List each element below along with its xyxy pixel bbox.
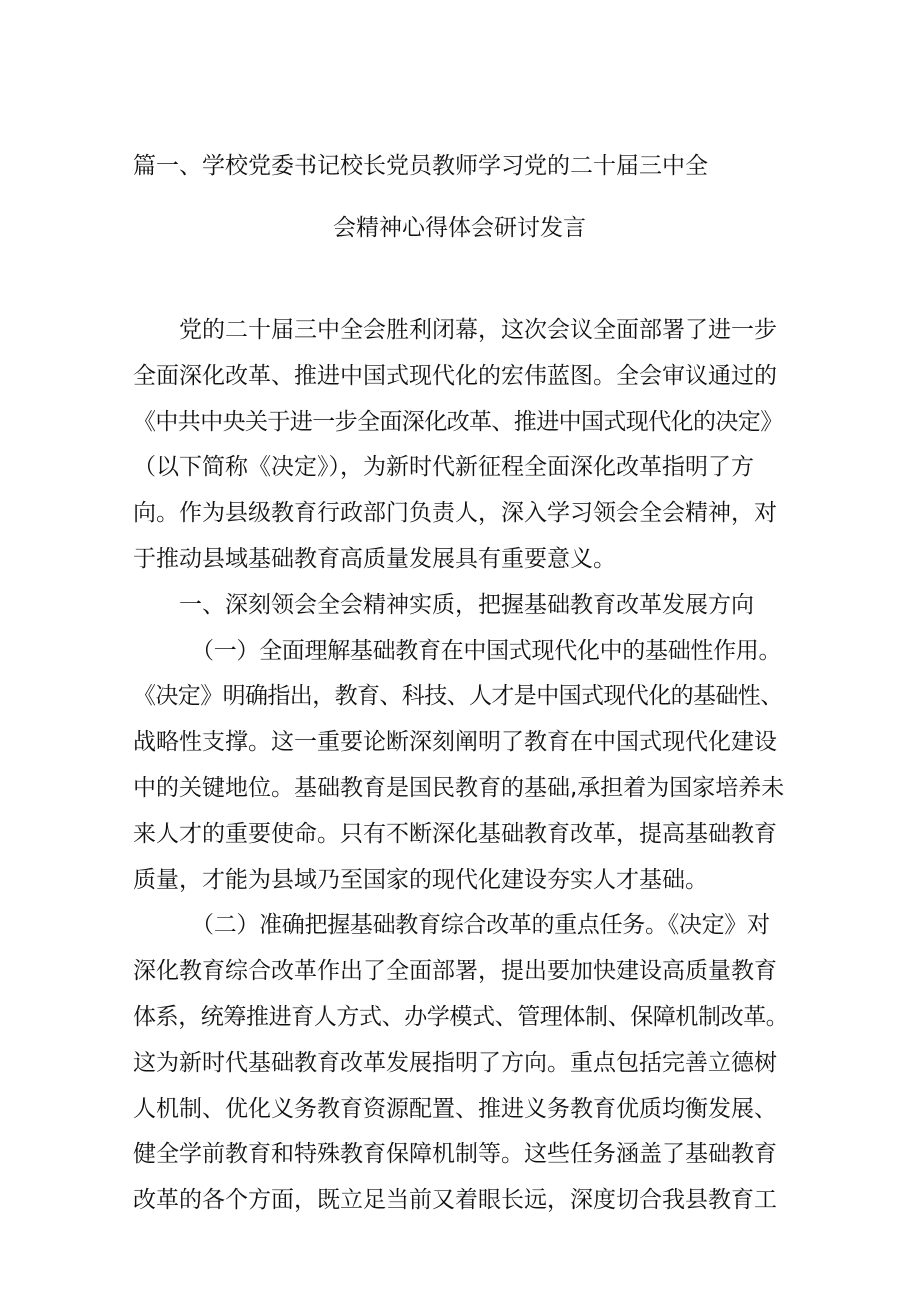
body-line: 战略性支撑。这一重要论断深刻阐明了教育在中国式现代化建设: [133, 729, 777, 756]
body-line: 深化教育综合改革作出了全面部署，提出要加快建设高质量教育: [133, 958, 777, 985]
body-line: 全面深化改革、推进中国式现代化的宏伟蓝图。全会审议通过的: [133, 362, 777, 389]
body-line: 来人才的重要使命。只有不断深化基础教育改革，提高基础教育: [133, 820, 777, 847]
body-line: 中的关键地位。基础教育是国民教育的基础,承担着为国家培养未: [133, 774, 785, 801]
body-line: 改革的各个方面，既立足当前又着眼长远，深度切合我县教育工: [133, 1187, 777, 1214]
body-line: （以下简称《决定》），为新时代新征程全面深化改革指明了方: [133, 454, 754, 481]
document-body: [133, 308, 793, 1224]
body-line: 健全学前教育和特殊教育保障机制等。这些任务涵盖了基础教育: [133, 1141, 777, 1168]
subsection-heading: （一）全面理解基础教育在中国式现代化中的基础性作用。: [191, 637, 782, 664]
body-line: 这为新时代基础教育改革发展指明了方向。重点包括完善立德树: [133, 1049, 777, 1076]
body-line: 人机制、优化义务教育资源配置、推进义务教育优质均衡发展、: [133, 1095, 777, 1122]
subsection-heading: （二）准确把握基础教育综合改革的重点任务。《决定》对: [191, 912, 770, 939]
document-title-line-1: 篇一、学校党委书记校长党员教师学习党的二十届三中全: [133, 153, 708, 179]
body-line: 向。作为县级教育行政部门负责人，深入学习领会全会精神，对: [133, 500, 777, 527]
body-line: 体系，统筹推进育人方式、办学模式、管理体制、保障机制改革。: [133, 1003, 789, 1030]
section-heading: 一、深刻领会全会精神实质，把握基础教育改革发展方向: [179, 591, 754, 618]
body-line: 党的二十届三中全会胜利闭幕，这次会议全面部署了进一步: [179, 317, 777, 343]
body-line: 于推动县域基础教育高质量发展具有重要意义。: [133, 545, 616, 572]
body-line: 《中共中央关于进一步全面深化改革、推进中国式现代化的决定》: [133, 408, 783, 435]
document-title-line-2: 会精神心得体会研讨发言: [333, 215, 586, 241]
body-line: 《决定》明确指出，教育、科技、人才是中国式现代化的基础性、: [133, 683, 783, 710]
body-line: 质量，才能为县域乃至国家的现代化建设夯实人才基础。: [133, 866, 708, 893]
